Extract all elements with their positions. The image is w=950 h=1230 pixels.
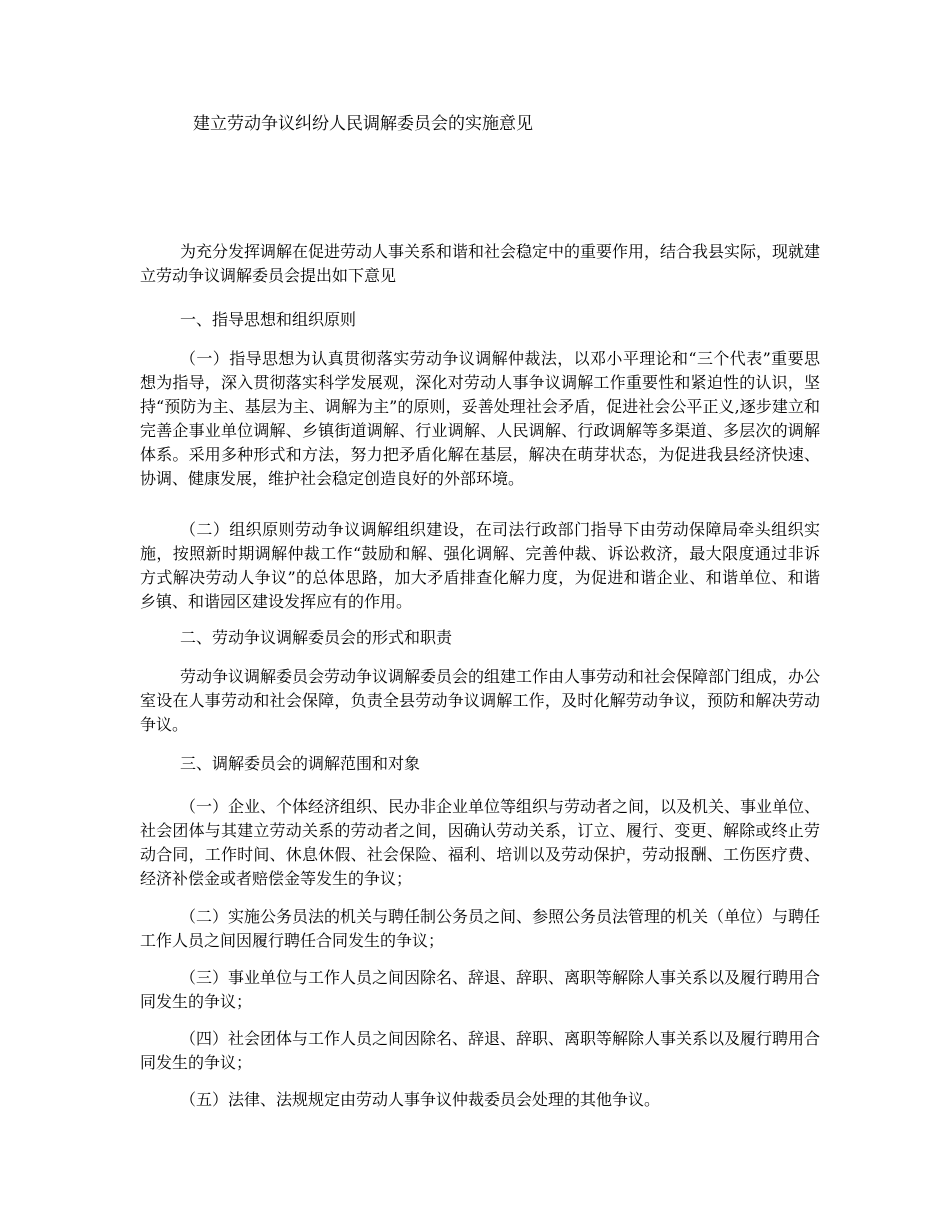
section-heading-3: 三、调解委员会的调解范围和对象 <box>180 754 421 773</box>
paragraph-scope-3: （三）事业单位与工作人员之间因除名、辞退、辞职、离职等解除人事关系以及履行聘用合同发生的争议； <box>140 968 821 1011</box>
paragraph-scope-4: （四）社会团体与工作人员之间因除名、辞退、辞职、离职等解除人事关系以及履行聘用合同发生的争议； <box>140 1029 821 1072</box>
paragraph-scope-5: （五）法律、法规规定由劳动人事争议仲裁委员会处理的其他争议。 <box>180 1090 661 1109</box>
paragraph-scope-2: （二）实施公务员法的机关与聘任制公务员之间、参照公务员法管理的机关（单位）与聘任工作人员之间因履行聘任合同发生的争议； <box>140 907 821 950</box>
paragraph-committee-form: 劳动争议调解委员会劳动争议调解委员会的组建工作由人事劳动和社会保障部门组成，办公室设在人事劳动和社会保障，负责全县劳动争议调解工作，及时化解劳动争议，预防和解决劳动争议。 <box>140 667 821 734</box>
paragraph-guiding-ideology: （一）指导思想为认真贯彻落实劳动争议调解仲裁法，以邓小平理论和“三个代表”重要思想为指导，深入贯彻落实科学发展观，深化对劳动人事争议调解工作重要性和紧迫性的认识，坚持“预防为主、基层为主、调解为主”的原则，妥善处理社会矛盾，促进社会公平正义,逐步建立和完善企事业单位调解、乡镇街道调解、行业调解、人民调解、行政调解等多渠道、多层次的调解体系。采用多种形式和方法，努力把矛盾化解在基层，解决在萌芽状态，为促进我县经济快速、协调、健康发展，维护社会稳定创造良好的外部环境。 <box>140 349 820 488</box>
section-heading-1: 一、指导思想和组织原则 <box>180 310 357 329</box>
paragraph-scope-1: （一）企业、个体经济组织、民办非企业单位等组织与劳动者之间，以及机关、事业单位、社会团体与其建立劳动关系的劳动者之间，因确认劳动关系，订立、履行、变更、解除或终止劳动合同，工作时间、休息休假、社会保险、福利、培训以及劳动保护，劳动报酬、工伤医疗费、经济补偿金或者赔偿金等发生的争议； <box>140 797 821 888</box>
document-title: 建立劳动争议纠纷人民调解委员会的实施意见 <box>193 114 533 134</box>
paragraph-organizing-principle: （二）组织原则劳动争议调解组织建设，在司法行政部门指导下由劳动保障局牵头组织实施，按照新时期调解仲裁工作“鼓励和解、强化调解、完善仲裁、诉讼救济，最大限度通过非诉方式解决劳动人争议”的总体思路，加大矛盾排查化解力度，为促进和谐企业、和谐单位、和谐乡镇、和谐园区建设发挥应有的作用。 <box>140 520 820 611</box>
section-heading-2: 二、劳动争议调解委员会的形式和职责 <box>180 628 453 647</box>
intro-paragraph: 为充分发挥调解在促进劳动人事关系和谐和社会稳定中的重要作用，结合我县实际，现就建立劳动争议调解委员会提出如下意见 <box>140 242 821 285</box>
